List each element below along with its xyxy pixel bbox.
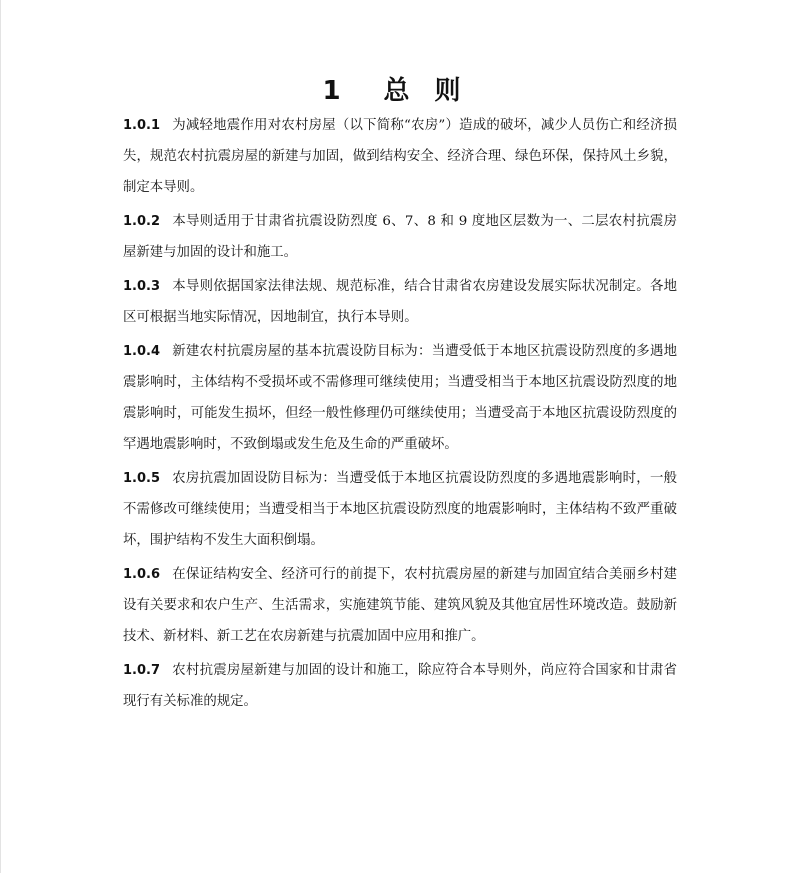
chapter-title-char-2: 则 [434,76,462,106]
clause-1-0-7 [123,655,677,717]
clause-1-0-5 [123,463,677,556]
clause-text: 本导则依据国家法律法规、规范标准，结合甘肃省农房建设发展实际状况制定。各地区可根据当地实际情况，因地制宜，执行本导则。 [123,279,677,325]
clause-1-0-1 [123,110,677,203]
clause-number: 1.0.4 [123,344,161,359]
clause-text: 农房抗震加固设防目标为：当遭受低于本地区抗震设防烈度的多遇地震影响时，一般不需修改可继续使用；当遭受相当于本地区抗震设防烈度的地震影响时，主体结构不致严重破坏，围护结构不发生大面积倒塌。 [123,471,677,548]
clause-1-0-3 [123,271,677,333]
clause-number: 1.0.3 [123,279,161,294]
clause-1-0-6 [123,559,677,652]
clause-text: 农村抗震房屋新建与加固的设计和施工，除应符合本导则外，尚应符合国家和甘肃省现行有关标准的规定。 [123,663,677,709]
clause-1-0-2 [123,206,677,268]
clause-number: 1.0.7 [123,663,161,678]
chapter-title [1,70,794,107]
clause-1-0-4 [123,336,677,460]
clauses-list [123,110,677,720]
clause-number: 1.0.6 [123,567,161,582]
clause-text: 本导则适用于甘肃省抗震设防烈度 6、7、8 和 9 度地区层数为一、二层农村抗震房屋新建与加固的设计和施工。 [123,214,677,260]
chapter-title-char-1: 总 [383,76,411,106]
chapter-number: 1 [322,76,342,106]
clause-number: 1.0.2 [123,214,161,229]
clause-text: 为减轻地震作用对农村房屋（以下简称“农房”）造成的破坏，减少人员伤亡和经济损失，规范农村抗震房屋的新建与加固，做到结构安全、经济合理、绿色环保，保持风土乡貌，制定本导则。 [123,118,677,195]
clause-number: 1.0.1 [123,118,161,133]
clause-number: 1.0.5 [123,471,161,486]
clause-text: 在保证结构安全、经济可行的前提下，农村抗震房屋的新建与加固宜结合美丽乡村建设有关要求和农户生产、生活需求，实施建筑节能、建筑风貌及其他宜居性环境改造。鼓励新技术、新材料、新工艺在农房新建与抗震加固中应用和推广。 [123,567,677,644]
clause-text: 新建农村抗震房屋的基本抗震设防目标为：当遭受低于本地区抗震设防烈度的多遇地震影响时，主体结构不受损坏或不需修理可继续使用；当遭受相当于本地区抗震设防烈度的地震影响时，可能发生损坏，但经一般性修理仍可继续使用；当遭受高于本地区抗震设防烈度的罕遇地震影响时，不致倒塌或发生危及生命的严重破坏。 [123,344,677,452]
